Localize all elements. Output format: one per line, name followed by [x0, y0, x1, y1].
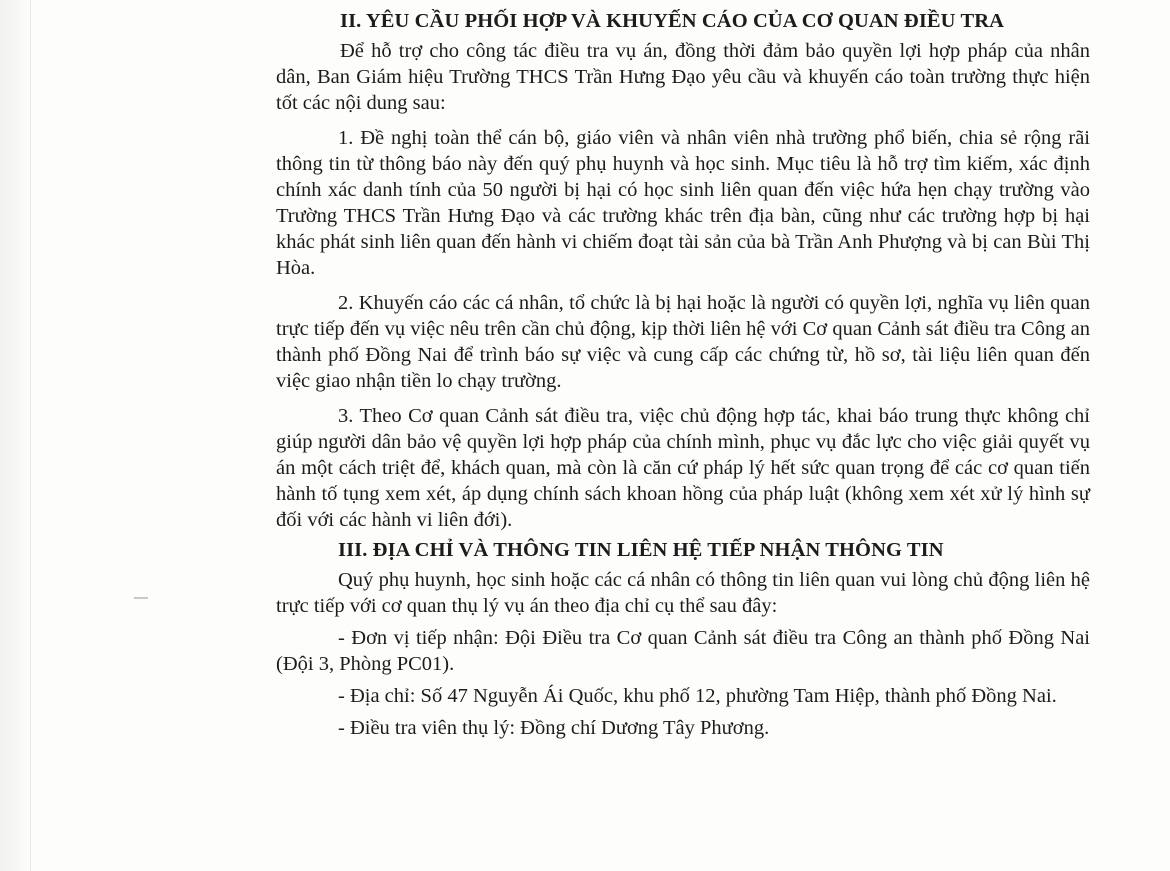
margin-mark	[134, 597, 148, 599]
page-edge-line	[30, 0, 31, 871]
section-3-heading: III. ĐỊA CHỈ VÀ THÔNG TIN LIÊN HỆ TIẾP NHẬN THÔNG TIN	[338, 539, 944, 561]
section-3-intro: Quý phụ huynh, học sinh hoặc các cá nhân có thông tin liên quan vui lòng chủ động liên hệ trực tiếp với cơ quan thụ lý vụ án theo địa chỉ cụ thể sau đây:	[276, 569, 1090, 617]
section-2-item-3: 3. Theo Cơ quan Cảnh sát điều tra, việc chủ động hợp tác, khai báo trung thực không chỉ giúp người dân bảo vệ quyền lợi hợp pháp của chính mình, phục vụ đắc lực cho việc giải quyết vụ án một cách triệt để, khách quan, mà còn là căn cứ pháp lý hết sức quan trọng để các cơ quan tiến hành tố tụng xem xét, áp dụng chính sách khoan hồng của pháp luật (không xem xét xử lý hình sự đối với các hành vi liên đới).	[276, 405, 1090, 531]
section-2-item-2: 2. Khuyến cáo các cá nhân, tổ chức là bị hại hoặc là người có quyền lợi, nghĩa vụ liên quan trực tiếp đến vụ việc nêu trên cần chủ động, kịp thời liên hệ với Cơ quan Cảnh sát điều tra Công an thành phố Đồng Nai để trình báo sự việc và cung cấp các chứng từ, hồ sơ, tài liệu liên quan đến việc giao nhận tiền lo chạy trường.	[276, 292, 1090, 392]
section-2-heading: II. YÊU CẦU PHỐI HỢP VÀ KHUYẾN CÁO CỦA CƠ QUAN ĐIỀU TRA	[340, 10, 1005, 32]
section-2-item-1: 1. Đề nghị toàn thể cán bộ, giáo viên và nhân viên nhà trường phổ biến, chia sẻ rộng rãi thông tin từ thông báo này đến quý phụ huynh và học sinh. Mục tiêu là hỗ trợ tìm kiếm, xác định chính xác danh tính của 50 người bị hại có học sinh liên quan đến việc hứa hẹn chạy trường vào Trường THCS Trần Hưng Đạo và các trường khác trên địa bàn, cũng như các trường hợp bị hại khác phát sinh liên quan đến hành vi chiếm đoạt tài sản của bà Trần Anh Phượng và bị can Bùi Thị Hòa.	[276, 127, 1090, 279]
section-3-item-3: - Điều tra viên thụ lý: Đồng chí Dương Tây Phương.	[338, 717, 770, 739]
document-body	[276, 4, 1090, 741]
section-3-item-1: - Đơn vị tiếp nhận: Đội Điều tra Cơ quan Cảnh sát điều tra Công an thành phố Đồng Nai (Đội 3, Phòng PC01).	[276, 627, 1090, 675]
section-3-item-2: - Địa chỉ: Số 47 Nguyễn Ái Quốc, khu phố 12, phường Tam Hiệp, thành phố Đồng Nai.	[338, 685, 1057, 707]
section-2-intro: Để hỗ trợ cho công tác điều tra vụ án, đồng thời đảm bảo quyền lợi hợp pháp của nhân dân, Ban Giám hiệu Trường THCS Trần Hưng Đạo yêu cầu và khuyến cáo toàn trường thực hiện tốt các nội dung sau:	[276, 40, 1090, 114]
page-left-margin	[0, 0, 30, 871]
